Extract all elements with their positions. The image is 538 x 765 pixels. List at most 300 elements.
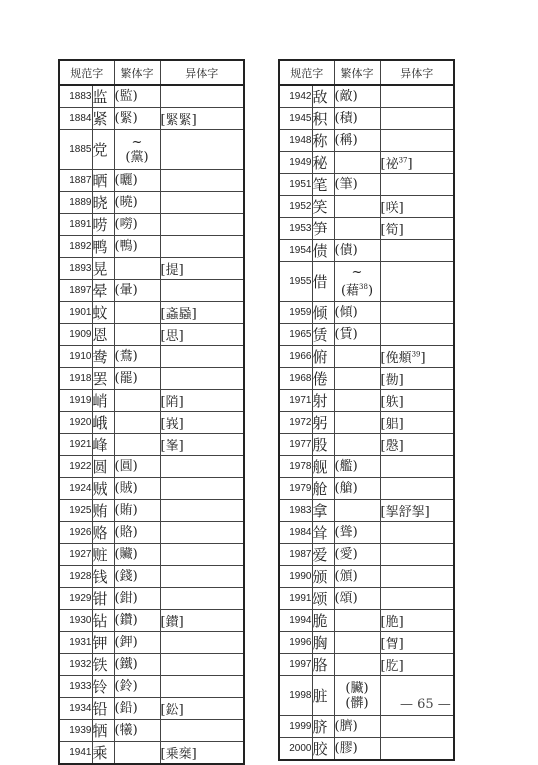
header-traditional: 繁体字 [334, 60, 380, 85]
traditional-character [334, 346, 380, 368]
variant-text: [祕 [380, 157, 399, 172]
variant-character [380, 218, 454, 240]
standard-character: 舱 [312, 478, 334, 500]
traditional-character: (錢) [114, 566, 160, 588]
traditional-character: (贜) [114, 544, 160, 566]
table-row [59, 280, 244, 302]
table-row [59, 346, 244, 368]
standard-character: 圆 [92, 456, 114, 478]
standard-character: 借 [312, 262, 334, 302]
variant-text: [慇] [380, 439, 404, 454]
entry-number: 1998 [279, 676, 312, 716]
variant-character [160, 676, 244, 698]
entry-number: 1934 [59, 698, 92, 720]
variant-character [160, 412, 244, 434]
traditional-character [114, 258, 160, 280]
table-row [279, 434, 454, 456]
traditional-character [334, 500, 380, 522]
entry-number: 1987 [279, 544, 312, 566]
standard-character: 笑 [312, 196, 334, 218]
footnote-ref: 38 [359, 282, 368, 291]
entry-number: 1999 [279, 716, 312, 738]
entry-number: 1949 [279, 152, 312, 174]
standard-character: 赃 [92, 544, 114, 566]
traditional-character [334, 434, 380, 456]
entry-number: 1932 [59, 654, 92, 676]
table-row [59, 654, 244, 676]
standard-character: 贿 [92, 500, 114, 522]
variant-text: [陗] [160, 395, 184, 410]
traditional-character: (緊) [114, 108, 160, 130]
standard-character: 贼 [92, 478, 114, 500]
traditional-character [334, 676, 380, 716]
standard-character: 乘 [92, 742, 114, 765]
entry-number: 2000 [279, 738, 312, 761]
traditional-character: (鐵) [114, 654, 160, 676]
traditional-character: (暈) [114, 280, 160, 302]
standard-character: 倦 [312, 368, 334, 390]
table-row [59, 742, 244, 765]
entry-number: 1951 [279, 174, 312, 196]
table-row [279, 632, 454, 654]
table-row [59, 676, 244, 698]
traditional-character: (愛) [334, 544, 380, 566]
variant-character [160, 478, 244, 500]
variant-character [160, 130, 244, 170]
traditional-character [334, 412, 380, 434]
standard-character: 爱 [312, 544, 334, 566]
variant-character [380, 174, 454, 196]
table-row [59, 324, 244, 346]
variant-text: [俛頫 [380, 351, 412, 366]
traditional-character: (曉) [114, 192, 160, 214]
variant-text: [咲] [380, 201, 404, 216]
variant-text: [提] [160, 263, 184, 278]
variant-text: [挐舒挐] [380, 505, 430, 520]
standard-character: 晓 [92, 192, 114, 214]
entry-number: 1945 [279, 108, 312, 130]
variant-character [160, 324, 244, 346]
traditional-character: (鉛) [114, 698, 160, 720]
entry-number: 1910 [59, 346, 92, 368]
entry-number: 1959 [279, 302, 312, 324]
standard-character: 晃 [92, 258, 114, 280]
variant-character [160, 85, 244, 108]
variant-text: [鈆] [160, 703, 184, 718]
standard-character: 恩 [92, 324, 114, 346]
entry-number: 1926 [59, 522, 92, 544]
entry-number: 1931 [59, 632, 92, 654]
traditional-character: (監) [114, 85, 160, 108]
variant-character [160, 654, 244, 676]
entry-number: 1925 [59, 500, 92, 522]
table-row [279, 478, 454, 500]
traditional-character: (賃) [334, 324, 380, 346]
variant-character [380, 412, 454, 434]
table-row [59, 390, 244, 412]
table-row [59, 588, 244, 610]
footnote-ref: 37 [398, 156, 408, 165]
table-row [279, 738, 454, 761]
table-row [59, 108, 244, 130]
traditional-character: (頌) [334, 588, 380, 610]
traditional-character: (債) [334, 240, 380, 262]
variant-character [380, 588, 454, 610]
variant-character [380, 500, 454, 522]
traditional-character: (筆) [334, 174, 380, 196]
table-row [59, 544, 244, 566]
traditional-character: (頒) [334, 566, 380, 588]
traditional-character: (艦) [334, 456, 380, 478]
variant-character [380, 632, 454, 654]
standard-character: 赂 [92, 522, 114, 544]
standard-character: 耸 [312, 522, 334, 544]
variant-character [380, 108, 454, 130]
table-row [59, 522, 244, 544]
traditional-character: (賊) [114, 478, 160, 500]
standard-character: 赁 [312, 324, 334, 346]
variant-text: [思] [160, 329, 184, 344]
entry-number: 1933 [59, 676, 92, 698]
footnote-ref: 39 [411, 350, 421, 359]
entry-number: 1954 [279, 240, 312, 262]
standard-character: 殷 [312, 434, 334, 456]
standard-character: 蚊 [92, 302, 114, 324]
entry-number: 1897 [59, 280, 92, 302]
table-row [279, 500, 454, 522]
page-number: — 65 — [400, 697, 451, 712]
entry-number: 1952 [279, 196, 312, 218]
variant-text: [勌] [380, 373, 404, 388]
table-row [279, 412, 454, 434]
entry-number: 1948 [279, 130, 312, 152]
entry-number: 1883 [59, 85, 92, 108]
variant-text: [䠶] [380, 395, 404, 410]
standard-character: 紧 [92, 108, 114, 130]
traditional-character [334, 610, 380, 632]
entry-number: 1972 [279, 412, 312, 434]
traditional-character: (鉀) [114, 632, 160, 654]
table-row [279, 262, 454, 302]
standard-character: 躬 [312, 412, 334, 434]
variant-character [380, 130, 454, 152]
variant-text: [峩] [160, 417, 184, 432]
variant-character [380, 152, 454, 174]
variant-character [380, 346, 454, 368]
variant-character [380, 522, 454, 544]
entry-number: 1928 [59, 566, 92, 588]
traditional-character [334, 218, 380, 240]
table-row [279, 716, 454, 738]
entry-number: 1977 [279, 434, 312, 456]
header-variant: 异体字 [160, 60, 244, 85]
table-body-left [59, 85, 244, 764]
standard-character: 鸭 [92, 236, 114, 258]
table-row [279, 610, 454, 632]
entry-number: 1922 [59, 456, 92, 478]
traditional-character: (鑽) [114, 610, 160, 632]
variant-character [380, 434, 454, 456]
traditional-character: (膠) [334, 738, 380, 761]
traditional-character [114, 302, 160, 324]
variant-character [380, 390, 454, 412]
traditional-character: (敵) [334, 85, 380, 108]
header-row [279, 60, 454, 85]
variant-text: [峯] [160, 439, 184, 454]
entry-number: 1909 [59, 324, 92, 346]
standard-character: 党 [92, 130, 114, 170]
variant-character [380, 456, 454, 478]
header-variant: 异体字 [380, 60, 454, 85]
table-row [59, 412, 244, 434]
table-row [59, 610, 244, 632]
variant-close: ] [420, 351, 426, 366]
table-row [279, 522, 454, 544]
entry-number: 1978 [279, 456, 312, 478]
traditional-character [114, 390, 160, 412]
variant-text: [躳] [380, 417, 404, 432]
table-row [59, 434, 244, 456]
standard-character: 铃 [92, 676, 114, 698]
table-row [59, 170, 244, 192]
traditional-character: (賄) [114, 500, 160, 522]
traditional-character: (曬) [114, 170, 160, 192]
variant-close: ] [407, 157, 413, 172]
entry-number: 1918 [59, 368, 92, 390]
standard-character: 笔 [312, 174, 334, 196]
standard-character: 拿 [312, 500, 334, 522]
header-standard: 规范字 [279, 60, 334, 85]
traditional-character [114, 412, 160, 434]
standard-character: 积 [312, 108, 334, 130]
traditional-character: (鉗) [114, 588, 160, 610]
standard-character: 脐 [312, 716, 334, 738]
standard-character: 脆 [312, 610, 334, 632]
entry-number: 1990 [279, 566, 312, 588]
table-row [59, 456, 244, 478]
traditional-character: (艙) [334, 478, 380, 500]
entry-number: 1984 [279, 522, 312, 544]
standard-character: 称 [312, 130, 334, 152]
variant-character [380, 544, 454, 566]
table-row [59, 85, 244, 108]
entry-number: 1887 [59, 170, 92, 192]
table-row [279, 196, 454, 218]
variant-character [380, 85, 454, 108]
traditional-character [114, 742, 160, 765]
table-row [279, 588, 454, 610]
variant-character [160, 522, 244, 544]
table-row [59, 566, 244, 588]
standard-character: 晕 [92, 280, 114, 302]
header-standard: 规范字 [59, 60, 114, 85]
standard-character: 鸯 [92, 346, 114, 368]
standard-character: 峨 [92, 412, 114, 434]
variant-character [160, 742, 244, 765]
variant-text: [脃] [380, 615, 404, 630]
table-row [279, 240, 454, 262]
variant-character [160, 698, 244, 720]
standard-character: 秘 [312, 152, 334, 174]
standard-character: 倾 [312, 302, 334, 324]
traditional-character [334, 368, 380, 390]
entry-number: 1929 [59, 588, 92, 610]
table-row [279, 174, 454, 196]
table-row [279, 566, 454, 588]
traditional-character [334, 632, 380, 654]
variant-character [160, 456, 244, 478]
entry-number: 1891 [59, 214, 92, 236]
standard-character: 脏 [312, 676, 334, 716]
table-body-right [279, 85, 454, 760]
traditional-character: (賂) [114, 522, 160, 544]
entry-number: 1884 [59, 108, 92, 130]
variant-character [160, 258, 244, 280]
table-row [59, 302, 244, 324]
entry-number: 1942 [279, 85, 312, 108]
variant-character [160, 566, 244, 588]
traditional-close: ) [367, 283, 374, 299]
traditional-text: ~ (黨) [125, 134, 149, 165]
variant-text: [鑚] [160, 615, 184, 630]
entry-number: 1889 [59, 192, 92, 214]
variant-text: [螡蟁] [160, 307, 197, 322]
table-row [279, 108, 454, 130]
table-row [279, 390, 454, 412]
table-row [59, 192, 244, 214]
variant-character [160, 720, 244, 742]
table-row [59, 698, 244, 720]
entry-number: 1968 [279, 368, 312, 390]
entry-number: 1955 [279, 262, 312, 302]
standard-character: 射 [312, 390, 334, 412]
table-row [279, 654, 454, 676]
entry-number: 1979 [279, 478, 312, 500]
standard-character: 俯 [312, 346, 334, 368]
table-row [279, 456, 454, 478]
traditional-character: (臍) [334, 716, 380, 738]
standard-character: 唠 [92, 214, 114, 236]
standard-character: 胳 [312, 654, 334, 676]
traditional-character [334, 152, 380, 174]
traditional-character: (鈴) [114, 676, 160, 698]
variant-character [380, 368, 454, 390]
variant-character [380, 738, 454, 761]
table-row [59, 500, 244, 522]
variant-character [160, 610, 244, 632]
traditional-character: (聳) [334, 522, 380, 544]
variant-character [380, 654, 454, 676]
variant-text: [筍] [380, 223, 404, 238]
standard-character: 牺 [92, 720, 114, 742]
entry-number: 1996 [279, 632, 312, 654]
table-row [279, 368, 454, 390]
entry-number: 1885 [59, 130, 92, 170]
standard-character: 铅 [92, 698, 114, 720]
table-row [279, 346, 454, 368]
traditional-character: (傾) [334, 302, 380, 324]
standard-character: 胸 [312, 632, 334, 654]
standard-character: 胶 [312, 738, 334, 761]
entry-number: 1971 [279, 390, 312, 412]
traditional-character: (罷) [114, 368, 160, 390]
variant-character [380, 196, 454, 218]
variant-character [160, 390, 244, 412]
variant-character [160, 214, 244, 236]
entry-number: 1919 [59, 390, 92, 412]
variant-character [380, 262, 454, 302]
entry-number: 1921 [59, 434, 92, 456]
character-table-left [58, 59, 245, 765]
standard-character: 罢 [92, 368, 114, 390]
entry-number: 1924 [59, 478, 92, 500]
entry-number: 1991 [279, 588, 312, 610]
variant-text: [肐] [380, 659, 404, 674]
standard-character: 监 [92, 85, 114, 108]
standard-character: 舰 [312, 456, 334, 478]
entry-number: 1901 [59, 302, 92, 324]
table-row [59, 720, 244, 742]
table-row [59, 632, 244, 654]
standard-character: 钱 [92, 566, 114, 588]
standard-character: 峰 [92, 434, 114, 456]
entry-number: 1997 [279, 654, 312, 676]
character-table-right [278, 59, 455, 761]
variant-character [160, 236, 244, 258]
variant-text: [緊緊] [160, 113, 197, 128]
table-row [59, 368, 244, 390]
entry-number: 1920 [59, 412, 92, 434]
traditional-character: (稱) [334, 130, 380, 152]
standard-character: 晒 [92, 170, 114, 192]
traditional-character [334, 390, 380, 412]
variant-character [160, 302, 244, 324]
variant-character [380, 716, 454, 738]
table-row [59, 214, 244, 236]
traditional-character [114, 130, 160, 170]
variant-character [160, 280, 244, 302]
entry-number: 1939 [59, 720, 92, 742]
variant-character [160, 192, 244, 214]
variant-character [380, 478, 454, 500]
entry-number: 1983 [279, 500, 312, 522]
variant-character [160, 170, 244, 192]
entry-number: 1953 [279, 218, 312, 240]
variant-character [160, 346, 244, 368]
table-row [279, 130, 454, 152]
entry-number: 1994 [279, 610, 312, 632]
traditional-character [114, 324, 160, 346]
entry-number: 1927 [59, 544, 92, 566]
standard-character: 债 [312, 240, 334, 262]
table-row [279, 302, 454, 324]
variant-character [380, 240, 454, 262]
traditional-character [334, 654, 380, 676]
standard-character: 铁 [92, 654, 114, 676]
table-row [279, 324, 454, 346]
traditional-character [114, 434, 160, 456]
standard-character: 笋 [312, 218, 334, 240]
variant-character [380, 324, 454, 346]
standard-character: 钳 [92, 588, 114, 610]
traditional-text: (臟) (髒) [345, 680, 369, 711]
standard-character: 钾 [92, 632, 114, 654]
variant-character [160, 108, 244, 130]
variant-character [160, 632, 244, 654]
entry-number: 1966 [279, 346, 312, 368]
header-row [59, 60, 244, 85]
traditional-character [334, 262, 380, 302]
